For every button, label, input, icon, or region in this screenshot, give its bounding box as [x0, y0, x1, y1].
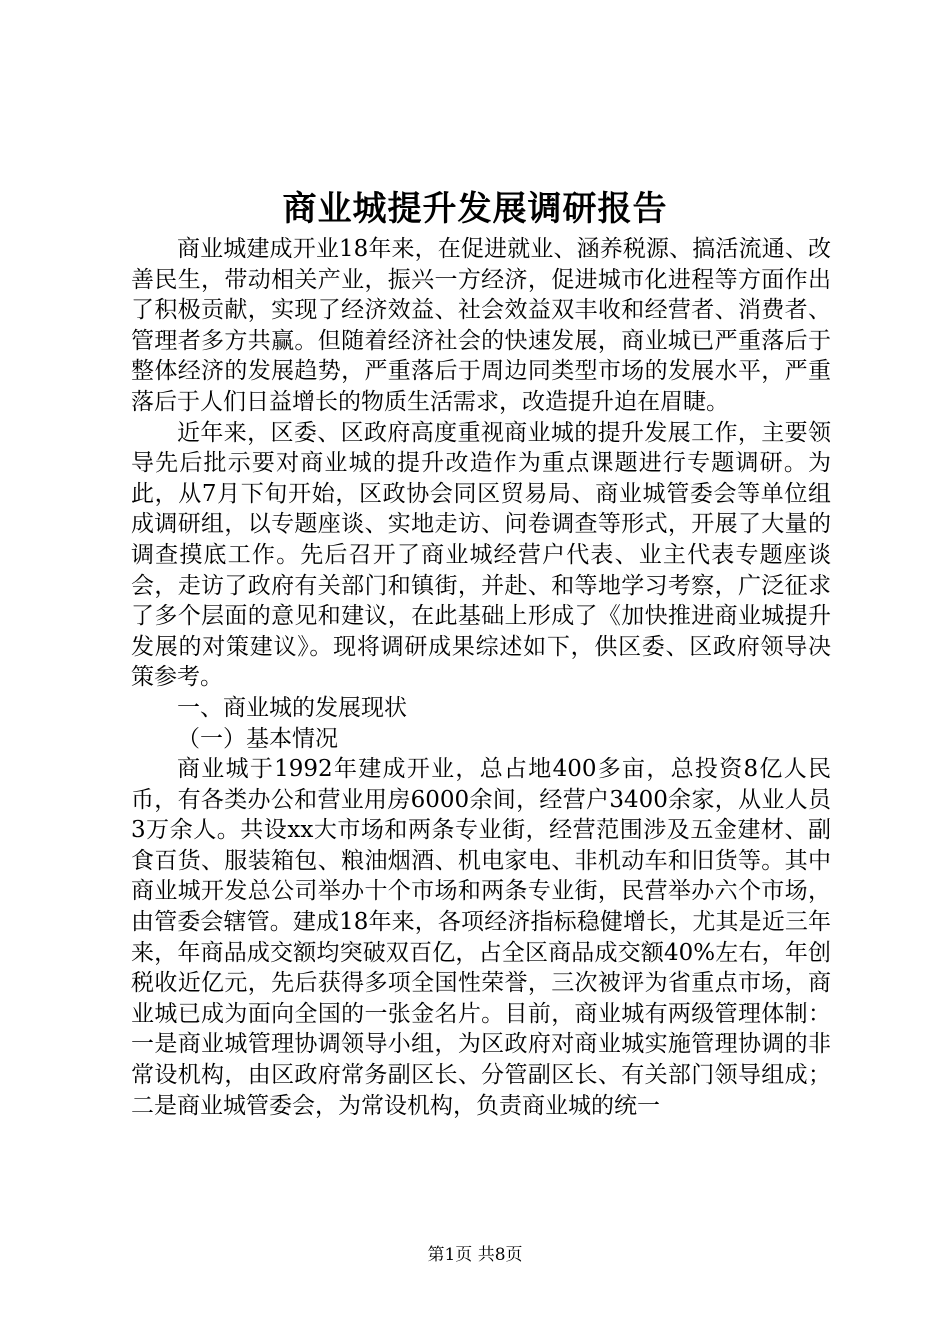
paragraph-intro: 商业城建成开业18年来，在促进就业、涵养税源、搞活流通、改善民生，带动相关产业，振兴一方经济，促进城市化进程等方面作出了积极贡献，实现了经济效益、社会效益双丰收和经营者、消费者、管理者多方共赢。但随着经济社会的快速发展，商业城已严重落后于整体经济的发展趋势，严重落后于周边同类型市场的发展水平，严重落后于人们日益增长的物质生活需求，改造提升迫在眉睫。: [131, 236, 831, 415]
subsection-heading: （一）基本情况: [177, 725, 338, 752]
page-footer: 第1页 共8页: [427, 1245, 523, 1265]
section-heading: 一、商业城的发展现状: [177, 694, 407, 721]
paragraph-basic-info: 商业城于1992年建成开业，总占地400多亩，总投资8亿人民币，有各类办公和营业用房6000余间，经营户3400余家，从业人员3万余人。共设xx大市场和两条专业街，经营范围涉及五金建材、副食百货、服装箱包、粮油烟酒、机电家电、非机动车和旧货等。其中商业城开发总公司举办十个市场和两条专业街，民营举办六个市场，由管委会辖管。建成18年来，各项经济指标稳健增长，尤其是近三年来，年商品成交额均突破双百亿，占全区商品成交额40%左右，年创税收近亿元，先后获得多项全国性荣誉，三次被评为省重点市场，商业城已成为面向全国的一张金名片。目前，商业城有两级管理体制：一是商业城管理协调领导小组，为区政府对商业城实施管理协调的非常设机构，由区政府常务副区长、分管副区长、有关部门领导组成；二是商业城管委会，为常设机构，负责商业城的统一: [131, 756, 831, 1119]
document-body: [131, 234, 831, 1121]
paragraph-background: 近年来，区委、区政府高度重视商业城的提升发展工作，主要领导先后批示要对商业城的提升改造作为重点课题进行专题调研。为此，从7月下旬开始，区政协会同区贸易局、商业城管委会等单位组成调研组，以专题座谈、实地走访、问卷调查等形式，开展了大量的调查摸底工作。先后召开了商业城经营户代表、业主代表专题座谈会，走访了政府有关部门和镇街，并赴、和等地学习考察，广泛征求了多个层面的意见和建议，在此基础上形成了《加快推进商业城提升发展的对策建议》。现将调研成果综述如下，供区委、区政府领导决策参考。: [131, 419, 831, 691]
document-title: 商业城提升发展调研报告: [282, 189, 668, 229]
